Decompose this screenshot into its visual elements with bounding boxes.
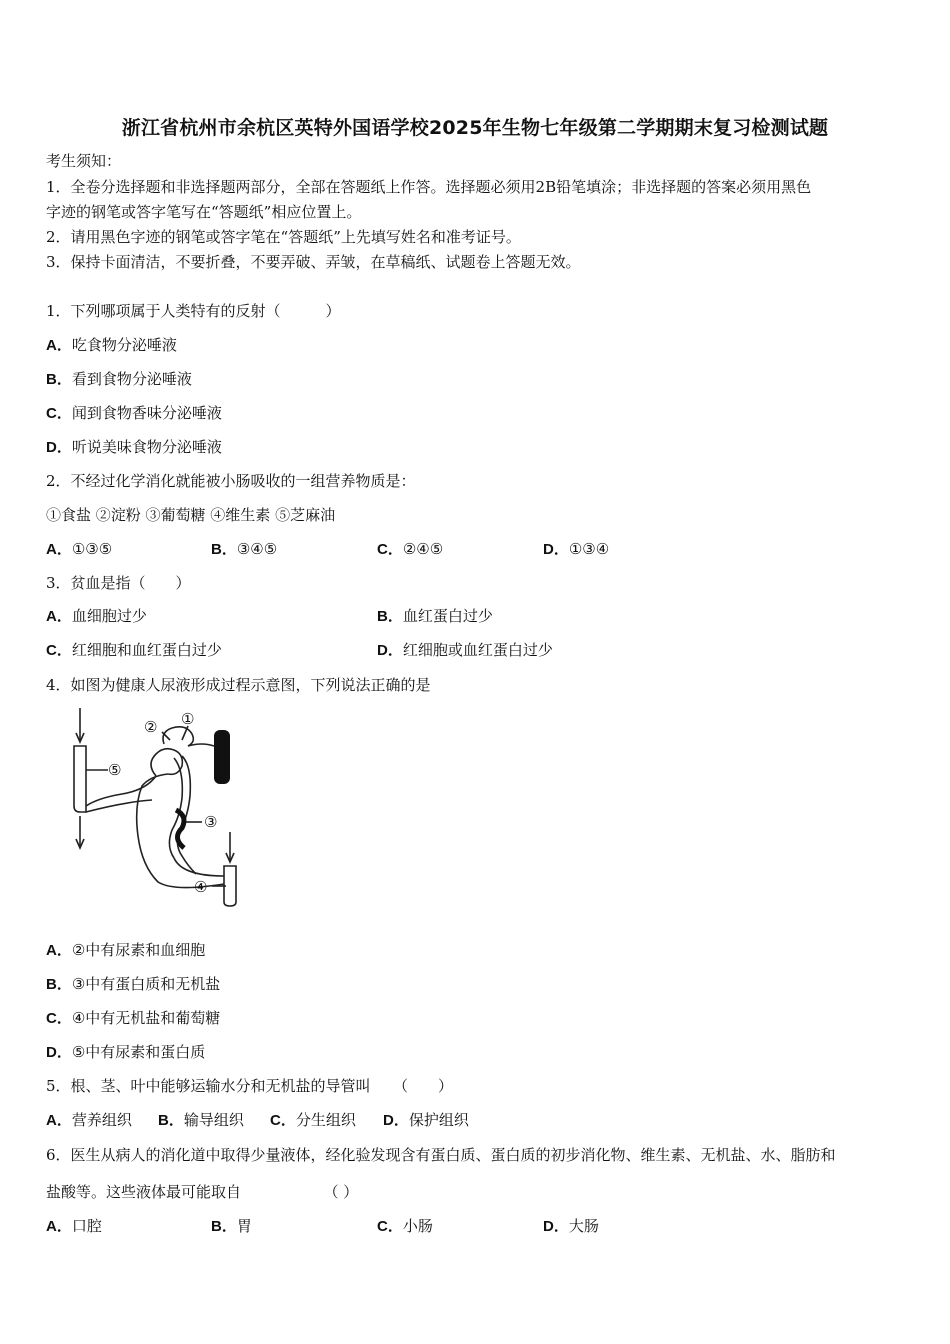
option-label: C． xyxy=(46,642,72,659)
diagram-collecting xyxy=(174,858,224,876)
option-text: ②④⑤ xyxy=(402,540,444,558)
question-5-option-b xyxy=(158,1110,244,1131)
option-text: 血细胞过少 xyxy=(71,607,147,625)
diagram-twisted-segment xyxy=(176,810,184,848)
option-label: B． xyxy=(211,541,237,558)
option-label: B． xyxy=(377,608,403,625)
notice-heading: 考生须知： xyxy=(46,152,122,170)
question-3-option-b xyxy=(377,606,493,627)
question-1-stem: 1．下列哪项属于人类特有的反射（ ） xyxy=(46,302,341,320)
option-label: C． xyxy=(46,1010,72,1027)
question-1-option-a xyxy=(46,335,177,356)
option-label: C． xyxy=(46,405,72,422)
option-text: 口腔 xyxy=(71,1217,102,1235)
option-label: B． xyxy=(158,1112,184,1129)
option-label: B． xyxy=(46,371,72,388)
option-label: A． xyxy=(46,541,72,558)
question-3-option-d xyxy=(377,640,553,661)
option-text: 营养组织 xyxy=(71,1111,132,1129)
question-2-option-d xyxy=(543,539,609,560)
option-text: 听说美味食物分泌唾液 xyxy=(71,438,222,456)
option-text: 红细胞或血红蛋白过少 xyxy=(402,641,553,659)
option-label: D． xyxy=(377,642,403,659)
option-label: A． xyxy=(46,1112,72,1129)
diagram-vessel-left xyxy=(74,746,86,812)
notice-item: 2．请用黑色字迹的钢笔或答字笔在“答题纸”上先填写姓名和准考证号。 xyxy=(46,228,521,246)
question-3-option-c xyxy=(46,640,222,661)
question-5-option-c xyxy=(270,1110,356,1131)
option-text: 小肠 xyxy=(402,1217,433,1235)
option-label: A． xyxy=(46,942,72,959)
nephron-diagram xyxy=(64,706,259,911)
question-2-items: ①食盐 ②淀粉 ③葡萄糖 ④维生素 ⑤芝麻油 xyxy=(46,506,336,524)
option-text: 胃 xyxy=(236,1217,252,1235)
question-5-stem: 5．根、茎、叶中能够运输水分和无机盐的导管叫 （ ） xyxy=(46,1077,454,1095)
option-label: A． xyxy=(46,1218,72,1235)
option-text: 分生组织 xyxy=(295,1111,356,1129)
option-text: ③④⑤ xyxy=(236,540,278,558)
question-4-option-a xyxy=(46,940,205,961)
option-text: 大肠 xyxy=(568,1217,599,1235)
question-4-option-b xyxy=(46,974,220,995)
question-4-option-d xyxy=(46,1042,205,1063)
notice-item: 1．全卷分选择题和非选择题两部分，全部在答题纸上作答。选择题必须用2B铅笔填涂；非选择题的答案必须用黑色 xyxy=(46,178,812,196)
option-label: C． xyxy=(270,1112,296,1129)
diagram-vessel-connection xyxy=(86,776,156,806)
question-6-stem: 6．医生从病人的消化道中取得少量液体，经化验发现含有蛋白质、蛋白质的初步消化物、维生素、无机盐、水、脂肪和 xyxy=(46,1146,836,1164)
option-label: D． xyxy=(383,1112,409,1129)
question-2-option-c xyxy=(377,539,443,560)
option-label: D． xyxy=(46,1044,72,1061)
option-text: 吃食物分泌唾液 xyxy=(71,336,177,354)
diagram-label-3: ③ xyxy=(204,813,218,831)
question-2-option-b xyxy=(211,539,277,560)
document-title: 浙江省杭州市余杭区英特外国语学校2025年生物七年级第二学期期末复习检测试题 xyxy=(121,117,829,139)
option-text: ①③④ xyxy=(568,540,610,558)
option-label: D． xyxy=(543,541,569,558)
option-text: 血红蛋白过少 xyxy=(402,607,493,625)
option-label: B． xyxy=(211,1218,237,1235)
option-text: ②中有尿素和血细胞 xyxy=(71,941,206,959)
question-6-option-b xyxy=(211,1216,252,1237)
option-label: A． xyxy=(46,337,72,354)
option-text: 闻到食物香味分泌唾液 xyxy=(71,404,222,422)
option-text: 看到食物分泌唾液 xyxy=(71,370,192,388)
option-text: ①③⑤ xyxy=(71,540,113,558)
question-4-option-c xyxy=(46,1008,220,1029)
option-text: ⑤中有尿素和蛋白质 xyxy=(71,1043,206,1061)
question-3-stem: 3．贫血是指（ ） xyxy=(46,574,191,592)
option-text: 红细胞和血红蛋白过少 xyxy=(71,641,222,659)
question-4-stem: 4．如图为健康人尿液形成过程示意图，下列说法正确的是 xyxy=(46,676,431,694)
option-text: ④中有无机盐和葡萄糖 xyxy=(71,1009,221,1027)
option-label: A． xyxy=(46,608,72,625)
option-text: ③中有蛋白质和无机盐 xyxy=(71,975,221,993)
option-label: C． xyxy=(377,1218,403,1235)
diagram-label-1: ① xyxy=(181,710,195,728)
question-1-option-b xyxy=(46,369,192,390)
question-6-stem-continued: 盐酸等。这些液体最可能取自 （ ） xyxy=(46,1183,359,1201)
option-label: D． xyxy=(46,439,72,456)
question-5-option-d xyxy=(383,1110,469,1131)
option-label: D． xyxy=(543,1218,569,1235)
diagram-label-2: ② xyxy=(144,718,158,736)
question-5-option-a xyxy=(46,1110,132,1131)
option-label: C． xyxy=(377,541,403,558)
notice-item: 字迹的钢笔或答字笔写在“答题纸”相应位置上。 xyxy=(46,203,362,221)
question-1-option-d xyxy=(46,437,222,458)
question-6-option-d xyxy=(543,1216,599,1237)
diagram-label-4: ④ xyxy=(194,878,208,896)
option-label: B． xyxy=(46,976,72,993)
diagram-arteriole xyxy=(188,744,214,746)
diagram-vessel-connection xyxy=(86,800,152,812)
question-6-option-a xyxy=(46,1216,102,1237)
diagram-dark-block xyxy=(214,730,230,784)
question-3-option-a xyxy=(46,606,147,627)
question-1-option-c xyxy=(46,403,222,424)
question-2-option-a xyxy=(46,539,112,560)
notice-item: 3．保持卡面清洁，不要折叠，不要弄破、弄皱，在草稿纸、试题卷上答题无效。 xyxy=(46,253,581,271)
question-6-option-c xyxy=(377,1216,433,1237)
option-text: 输导组织 xyxy=(183,1111,244,1129)
question-2-stem: 2．不经过化学消化就能被小肠吸收的一组营养物质是： xyxy=(46,472,416,490)
option-text: 保护组织 xyxy=(408,1111,469,1129)
diagram-label-5: ⑤ xyxy=(108,761,122,779)
